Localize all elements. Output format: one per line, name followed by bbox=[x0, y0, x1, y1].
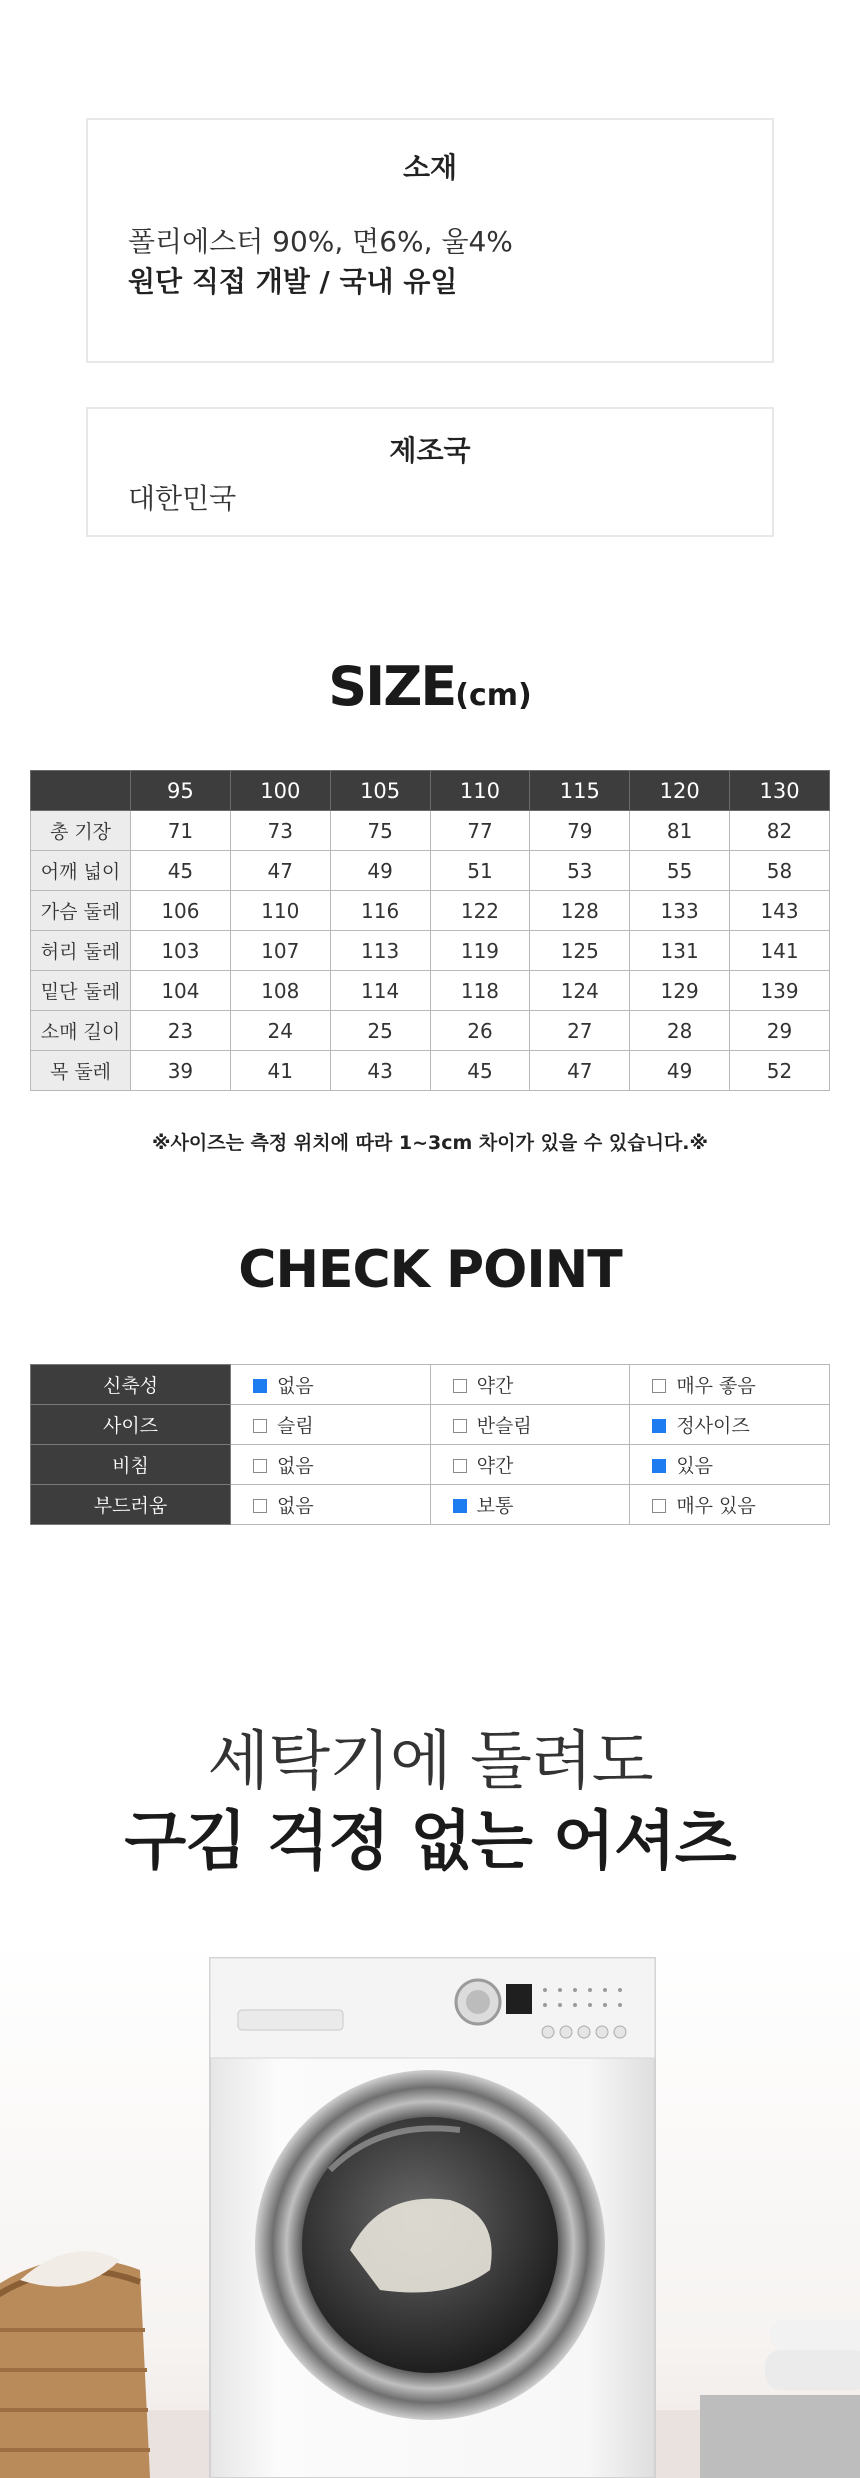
washing-machine-photo bbox=[0, 1940, 860, 2478]
size-cell: 55 bbox=[630, 851, 730, 891]
size-row bbox=[31, 851, 830, 891]
washing-headline-line1: 세탁기에 돌려도 bbox=[207, 1725, 653, 1799]
size-cell: 81 bbox=[630, 811, 730, 851]
size-cell: 41 bbox=[230, 1051, 330, 1091]
checkpoint-option-text: 정사이즈 bbox=[676, 1415, 750, 1437]
origin-title: 제조국 bbox=[389, 434, 471, 467]
size-cell: 103 bbox=[131, 931, 231, 971]
size-cell: 129 bbox=[630, 971, 730, 1011]
size-cell: 131 bbox=[630, 931, 730, 971]
size-cell: 47 bbox=[230, 851, 330, 891]
size-row-label: 가슴 둘레 bbox=[31, 891, 131, 931]
size-cell: 39 bbox=[131, 1051, 231, 1091]
checkpoint-option bbox=[231, 1445, 431, 1485]
size-cell: 141 bbox=[730, 931, 830, 971]
unchecked-box-icon bbox=[453, 1459, 467, 1473]
size-cell: 73 bbox=[230, 811, 330, 851]
size-cell: 49 bbox=[330, 851, 430, 891]
checkpoint-table bbox=[30, 1364, 830, 1525]
checkpoint-option bbox=[231, 1485, 431, 1525]
size-heading bbox=[0, 655, 860, 718]
checkpoint-option-text: 없음 bbox=[277, 1495, 314, 1517]
material-title: 소재 bbox=[402, 151, 458, 184]
size-cell: 128 bbox=[530, 891, 630, 931]
size-header-cell: 120 bbox=[630, 771, 730, 811]
checkpoint-row bbox=[31, 1485, 830, 1525]
checkpoint-option-text: 약간 bbox=[476, 1375, 514, 1397]
size-cell: 71 bbox=[131, 811, 231, 851]
checkpoint-row bbox=[31, 1405, 830, 1445]
size-cell: 104 bbox=[131, 971, 231, 1011]
size-cell: 23 bbox=[131, 1011, 231, 1051]
checkpoint-option-text: 매우 있음 bbox=[676, 1495, 756, 1517]
size-title: SIZE bbox=[328, 655, 456, 718]
checkpoint-option bbox=[430, 1365, 630, 1405]
checkpoint-option-text: 약간 bbox=[476, 1455, 514, 1477]
size-cell: 139 bbox=[730, 971, 830, 1011]
checkpoint-label: 신축성 bbox=[31, 1365, 231, 1405]
checkpoint-label: 비침 bbox=[31, 1445, 231, 1485]
size-row bbox=[31, 811, 830, 851]
size-cell: 119 bbox=[430, 931, 530, 971]
size-row bbox=[31, 891, 830, 931]
size-cell: 26 bbox=[430, 1011, 530, 1051]
size-header-cell: 100 bbox=[230, 771, 330, 811]
origin-box bbox=[86, 407, 774, 537]
size-row bbox=[31, 1051, 830, 1091]
size-cell: 113 bbox=[330, 931, 430, 971]
size-cell: 53 bbox=[530, 851, 630, 891]
size-cell: 125 bbox=[530, 931, 630, 971]
size-row-label: 총 기장 bbox=[31, 811, 131, 851]
checkpoint-title: CHECK POINT bbox=[238, 1240, 622, 1300]
size-cell: 114 bbox=[330, 971, 430, 1011]
checkpoint-row bbox=[31, 1445, 830, 1485]
size-cell: 49 bbox=[630, 1051, 730, 1091]
size-cell: 124 bbox=[530, 971, 630, 1011]
size-cell: 51 bbox=[430, 851, 530, 891]
size-row-label: 목 둘레 bbox=[31, 1051, 131, 1091]
size-cell: 47 bbox=[530, 1051, 630, 1091]
unchecked-box-icon bbox=[253, 1459, 267, 1473]
checkpoint-option-text: 보통 bbox=[476, 1495, 514, 1517]
checkpoint-option-text: 슬림 bbox=[277, 1415, 314, 1437]
material-note: 원단 직접 개발 / 국내 유일 bbox=[128, 265, 458, 298]
unchecked-box-icon bbox=[253, 1419, 267, 1433]
size-cell: 143 bbox=[730, 891, 830, 931]
unchecked-box-icon bbox=[253, 1499, 267, 1513]
checkpoint-option bbox=[630, 1365, 830, 1405]
size-table bbox=[30, 770, 830, 1091]
size-cell: 118 bbox=[430, 971, 530, 1011]
size-row bbox=[31, 931, 830, 971]
size-cell: 28 bbox=[630, 1011, 730, 1051]
checked-box-icon bbox=[453, 1499, 467, 1513]
size-header-cell: 95 bbox=[131, 771, 231, 811]
size-header-cell: 110 bbox=[430, 771, 530, 811]
material-box bbox=[86, 118, 774, 363]
size-row-label: 밑단 둘레 bbox=[31, 971, 131, 1011]
unchecked-box-icon bbox=[652, 1499, 666, 1513]
size-row-label: 어깨 넓이 bbox=[31, 851, 131, 891]
size-header-cell bbox=[31, 771, 131, 811]
size-cell: 75 bbox=[330, 811, 430, 851]
checkpoint-option-text: 반슬림 bbox=[476, 1415, 532, 1437]
checkpoint-label: 사이즈 bbox=[31, 1405, 231, 1445]
material-composition: 폴리에스터 90%, 면6%, 울4% bbox=[128, 225, 513, 258]
checkpoint-option bbox=[630, 1405, 830, 1445]
size-header-cell: 105 bbox=[330, 771, 430, 811]
size-cell: 24 bbox=[230, 1011, 330, 1051]
size-header-row bbox=[31, 771, 830, 811]
checkpoint-option bbox=[430, 1445, 630, 1485]
checkpoint-option bbox=[430, 1485, 630, 1525]
checkpoint-option bbox=[630, 1445, 830, 1485]
washing-headline-line2: 구김 걱정 없는 어셔츠 bbox=[124, 1805, 736, 1879]
size-cell: 110 bbox=[230, 891, 330, 931]
checked-box-icon bbox=[253, 1379, 267, 1393]
size-cell: 108 bbox=[230, 971, 330, 1011]
size-cell: 79 bbox=[530, 811, 630, 851]
checkpoint-row bbox=[31, 1365, 830, 1405]
unchecked-box-icon bbox=[453, 1419, 467, 1433]
size-row-label: 허리 둘레 bbox=[31, 931, 131, 971]
size-cell: 43 bbox=[330, 1051, 430, 1091]
size-cell: 77 bbox=[430, 811, 530, 851]
checked-box-icon bbox=[652, 1459, 666, 1473]
size-cell: 52 bbox=[730, 1051, 830, 1091]
size-row bbox=[31, 1011, 830, 1051]
checkpoint-option bbox=[430, 1405, 630, 1445]
size-header-cell: 130 bbox=[730, 771, 830, 811]
checkpoint-option-text: 없음 bbox=[277, 1375, 314, 1397]
size-note: ※사이즈는 측정 위치에 따라 1~3cm 차이가 있을 수 있습니다.※ bbox=[152, 1132, 708, 1154]
checkpoint-option-text: 매우 좋음 bbox=[676, 1375, 756, 1397]
size-cell: 27 bbox=[530, 1011, 630, 1051]
checkpoint-option-text: 있음 bbox=[676, 1455, 714, 1477]
size-unit: (cm) bbox=[455, 678, 532, 713]
size-cell: 107 bbox=[230, 931, 330, 971]
checkpoint-option bbox=[630, 1485, 830, 1525]
size-row-label: 소매 길이 bbox=[31, 1011, 131, 1051]
size-header-cell: 115 bbox=[530, 771, 630, 811]
checkpoint-option bbox=[231, 1365, 431, 1405]
checkpoint-option-text: 없음 bbox=[277, 1455, 314, 1477]
unchecked-box-icon bbox=[453, 1379, 467, 1393]
origin-value: 대한민국 bbox=[128, 482, 237, 515]
size-row bbox=[31, 971, 830, 1011]
size-cell: 45 bbox=[430, 1051, 530, 1091]
size-cell: 82 bbox=[730, 811, 830, 851]
checkpoint-option bbox=[231, 1405, 431, 1445]
size-cell: 133 bbox=[630, 891, 730, 931]
size-cell: 29 bbox=[730, 1011, 830, 1051]
checked-box-icon bbox=[652, 1419, 666, 1433]
checkpoint-label: 부드러움 bbox=[31, 1485, 231, 1525]
size-cell: 25 bbox=[330, 1011, 430, 1051]
size-cell: 58 bbox=[730, 851, 830, 891]
size-cell: 106 bbox=[131, 891, 231, 931]
size-cell: 122 bbox=[430, 891, 530, 931]
size-cell: 45 bbox=[131, 851, 231, 891]
unchecked-box-icon bbox=[652, 1379, 666, 1393]
basket-icon bbox=[0, 2251, 150, 2478]
size-cell: 116 bbox=[330, 891, 430, 931]
